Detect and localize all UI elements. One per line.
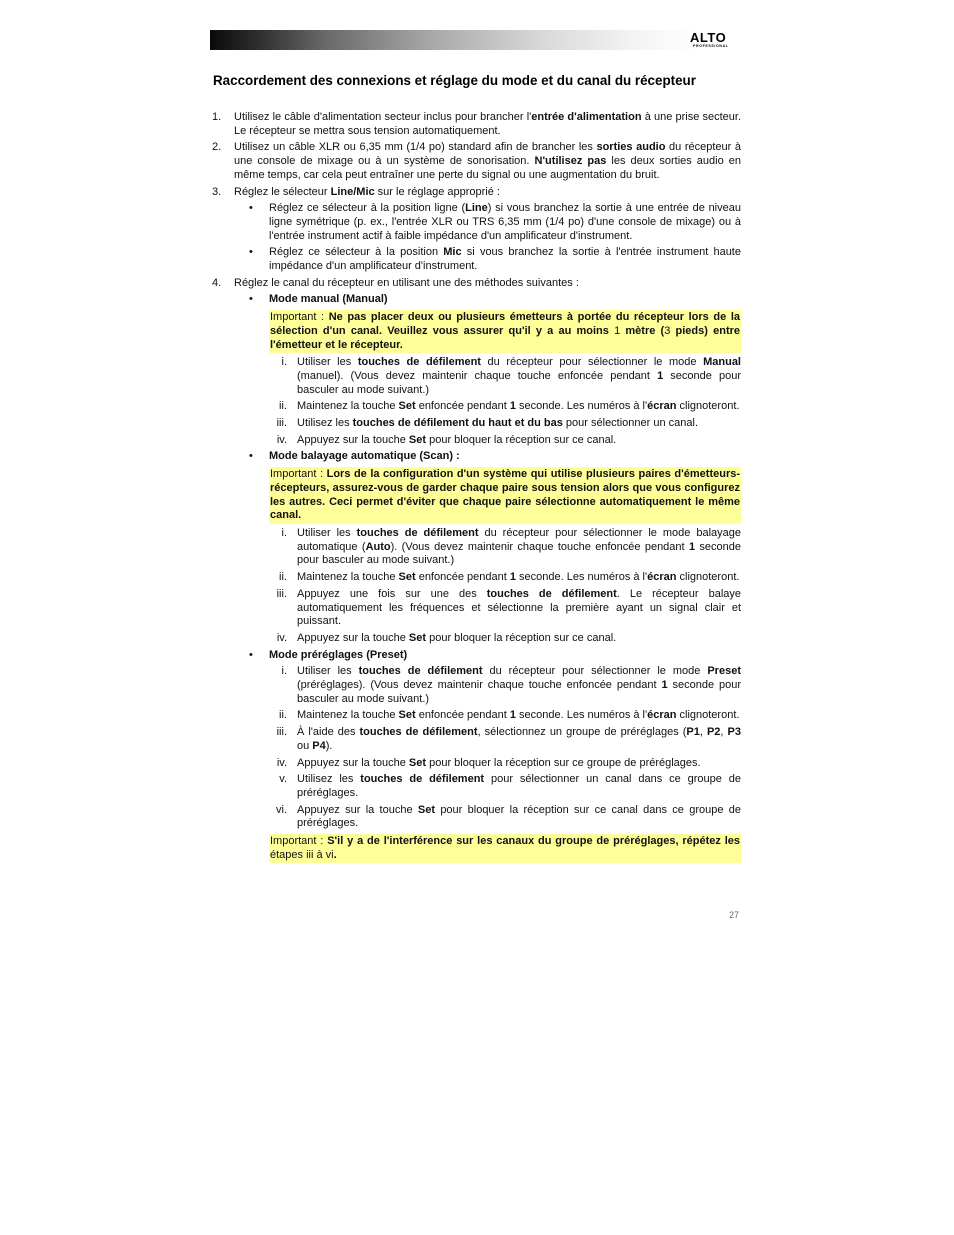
bullet-item	[212, 246, 741, 273]
step-number: 2.	[212, 141, 222, 154]
text-run: seconde. Les numéros à l'	[515, 400, 648, 413]
bold-text: 1	[657, 369, 664, 382]
text-run: pour sélectionner un canal dans ce groupe de préréglages.	[297, 773, 741, 799]
bold-text: Line/Mic	[330, 185, 375, 198]
text-run: du récepteur à une console de mixage ou à un système de sonorisation.	[234, 141, 741, 168]
bold-text: Lors de la configuration d'un système qui utilise plusieurs paires d'émetteurs-récepteurs, assurez-vous de garder chaque paire sous tension alors que vous configurez les autres. Ceci permet d'éviter que chaque paire sélectionne automatiquement le même canal.	[270, 468, 741, 522]
bullet-icon: •	[249, 246, 253, 259]
substep-number: iii.	[276, 417, 287, 430]
text-run: seconde pour basculer au mode suivant.)	[297, 540, 742, 567]
substep-item	[212, 773, 741, 800]
mode-heading	[212, 293, 741, 307]
bold-text: 1	[509, 709, 516, 722]
substep-item	[212, 665, 741, 706]
text-run: pour sélectionner un canal.	[562, 417, 699, 430]
bullet-icon: •	[249, 202, 253, 215]
substep-item	[212, 804, 741, 831]
text-run: du récepteur pour sélectionner le mode	[480, 356, 704, 369]
bold-text: touches de défilement	[356, 526, 479, 539]
substep-number: i.	[281, 356, 287, 369]
substep-item	[212, 571, 741, 585]
substep-number: ii.	[279, 571, 287, 584]
bold-text: Set	[408, 756, 427, 769]
text-run: seconde pour basculer au mode suivant.)	[297, 369, 741, 396]
step-item	[212, 111, 741, 138]
text-run: Utiliser les	[297, 526, 357, 539]
mode-title: Mode préréglages (Preset)	[269, 648, 408, 661]
text-run: ,	[720, 726, 728, 739]
alto-logo	[690, 31, 744, 49]
text-run: Réglez ce sélecteur à la position ligne (	[269, 202, 466, 215]
text-run: seconde. Les numéros à l'	[515, 571, 648, 584]
instructions-body	[212, 111, 741, 866]
bold-text: touches de défilement	[358, 665, 483, 678]
bold-text: 1	[661, 679, 668, 692]
substep-number: ii.	[279, 709, 287, 722]
text-run: enfoncée pendant	[415, 400, 510, 413]
text-run: ou	[297, 739, 313, 752]
substep-item	[212, 434, 741, 448]
text-run: seconde. Les numéros à l'	[515, 709, 648, 722]
bold-text: Set	[398, 571, 416, 584]
bold-text: touches de défilement du haut et du bas	[352, 417, 563, 430]
text-run: clignoteront.	[676, 571, 740, 584]
bullet-icon: •	[249, 450, 253, 463]
text-run: enfoncée pendant	[415, 571, 510, 584]
step-item	[212, 186, 741, 200]
text-run: ,	[699, 726, 707, 739]
text-run: du récepteur pour sélectionner le mode	[482, 665, 708, 678]
mode-heading	[212, 649, 741, 663]
text-run: sur le réglage approprié :	[374, 185, 500, 198]
bold-text: S'il y a de l'interférence sur les canaux du groupe de préréglages, répétez les	[323, 835, 741, 848]
bold-text: P3	[727, 726, 741, 739]
substep-number: i.	[281, 526, 287, 539]
substep-item	[212, 709, 741, 723]
text-run: À l'aide des	[297, 726, 360, 739]
text-run: Maintenez la touche	[297, 571, 399, 584]
bold-text: 1	[509, 400, 516, 413]
text-run: Utiliser les	[297, 356, 358, 369]
substep-number: iii.	[276, 726, 287, 739]
bold-text: touches de défilement	[357, 356, 481, 369]
bold-text: Auto	[365, 540, 391, 553]
text-run: pour bloquer la réception sur ce canal.	[426, 433, 617, 446]
text-run: Appuyez une fois sur une des	[297, 587, 487, 600]
text-run: pour bloquer la réception sur ce canal.	[426, 631, 617, 644]
bullet-icon: •	[249, 293, 253, 306]
text-run: Utilisez les	[297, 417, 353, 430]
text-run: ).	[325, 739, 333, 752]
text-run: pour bloquer la réception sur ce groupe de préréglages.	[426, 756, 701, 769]
text-run: enfoncée pendant	[415, 709, 510, 722]
step-number: 3.	[212, 185, 222, 198]
substep-number: ii.	[279, 400, 287, 413]
text-run: Utilisez un câble XLR ou 6,35 mm (1/4 po) standard afin de brancher les	[234, 141, 597, 154]
bullet-icon: •	[249, 648, 253, 661]
important-note	[269, 834, 741, 863]
bold-text: P1	[686, 726, 700, 739]
text-run: Réglez le canal du récepteur en utilisant une des méthodes suivantes :	[234, 276, 579, 289]
mode-heading	[212, 450, 741, 464]
substep-number: iv.	[276, 756, 287, 769]
text-run: Utilisez les	[297, 773, 361, 786]
text-run: Important :	[270, 311, 325, 324]
substep-item	[212, 527, 741, 568]
substep-item	[212, 757, 741, 771]
substep-item	[212, 400, 741, 414]
bold-text: Ne pas placer deux ou plusieurs émetteurs à portée du récepteur lors de la sélection d'un canal. Veuillez vous assurer qu'il y a au moins	[270, 311, 740, 337]
bold-text: touches de défilement	[486, 587, 617, 600]
bold-text: Set	[408, 433, 427, 446]
text-run: Important :	[270, 468, 324, 481]
bold-text: P2	[706, 726, 721, 739]
substep-number: iv.	[276, 631, 287, 644]
bold-text: 1	[688, 540, 696, 553]
step-number: 1.	[212, 111, 222, 123]
substep-number: i.	[281, 665, 287, 678]
mode-title: Mode manual (Manual)	[269, 293, 388, 306]
bold-text: touches de défilement	[360, 773, 485, 786]
mode-title: Mode balayage automatique (Scan) :	[269, 450, 460, 463]
bold-text: P4	[312, 739, 326, 752]
step-item	[212, 277, 741, 291]
bold-text: entrée d'alimentation	[531, 111, 642, 123]
bold-text: N'utilisez pas	[534, 155, 607, 168]
substep-number: iv.	[276, 433, 287, 446]
text-run: du récepteur pour sélectionner le mode balayage automatique (	[297, 526, 741, 553]
bullet-item	[212, 202, 741, 243]
substep-item	[212, 632, 741, 646]
bold-text: Set	[398, 709, 416, 722]
substep-item	[212, 356, 741, 397]
text-run: Appuyez sur la touche	[297, 803, 418, 816]
text-run: (préréglages). (Vous devez maintenir chaque touche enfoncée pendant	[297, 679, 662, 692]
text-run: les deux sorties audio en même temps, car cela peut entraîner une perte du signal ou une augmentation du bruit.	[234, 155, 741, 181]
logo-text: ALTO	[690, 30, 727, 45]
text-run: Réglez le sélecteur	[234, 185, 331, 198]
substep-item	[212, 726, 741, 753]
text-run: ) si vous branchez la sortie à une entrée de niveau ligne symétrique (p. ex., l'entrée XLR ou TRS 6,35 mm (1/4 po) d'une console de mixage) ou à l'entrée instrument actif à faible impédance d'un amplificateur d'instrument.	[269, 202, 741, 242]
text-run: Appuyez sur la touche	[297, 631, 409, 644]
text-run: pour bloquer la réception sur ce canal dans ce groupe de préréglages.	[297, 803, 742, 830]
text-run: si vous branchez la sortie à l'entrée instrument haute impédance d'un amplificateur d'instrument.	[269, 246, 741, 273]
text-run: . Le récepteur balaye automatiquement les fréquences et sélectionne la première ayant un signal clair et puissant.	[297, 587, 741, 628]
bold-text: mètre (	[620, 324, 665, 337]
text-run: (manuel). (Vous devez maintenir chaque touche enfoncée pendant	[297, 369, 658, 382]
bold-text: Set	[417, 803, 436, 816]
text-run: 1	[614, 324, 621, 337]
important-note	[269, 310, 741, 353]
logo-subtext: PROFESSIONAL	[693, 44, 729, 48]
text-run: Appuyez sur la touche	[297, 433, 409, 446]
text-run: seconde pour basculer au mode suivant.)	[297, 679, 741, 705]
substep-number: vi.	[276, 803, 287, 816]
text-run: Utiliser les	[297, 665, 359, 678]
important-note	[269, 467, 741, 524]
page-title: Raccordement des connexions et réglage du mode et du canal du récepteur	[213, 73, 696, 88]
bold-text: écran	[647, 400, 677, 413]
bold-text: Preset	[707, 665, 741, 678]
text-run: Réglez ce sélecteur à la position	[269, 246, 444, 259]
substep-item	[212, 588, 741, 629]
text-run: Utilisez le câble d'alimentation secteur inclus pour brancher l'	[234, 111, 532, 123]
step-number: 4.	[212, 276, 222, 289]
substep-number: v.	[279, 773, 287, 786]
bold-text: Set	[408, 631, 427, 644]
bold-text: Mic	[443, 246, 462, 259]
bold-text: sorties audio	[596, 141, 666, 154]
substep-item	[212, 417, 741, 431]
text-run: à une prise secteur. Le récepteur se mettra sous tension automatiquement.	[234, 111, 741, 137]
text-run: Maintenez la touche	[297, 709, 399, 722]
bold-text: 1	[509, 571, 516, 584]
step-item	[212, 141, 741, 182]
text-run: ). (Vous devez maintenir chaque touche enfoncée pendant	[390, 540, 689, 553]
bold-text: écran	[647, 571, 677, 584]
bold-text: pieds) entre l'émetteur et le récepteur.	[270, 324, 741, 351]
header-gradient-bar	[210, 30, 742, 50]
text-run: clignoteront.	[676, 709, 740, 722]
bold-text: Set	[398, 400, 416, 413]
text-run: 3	[664, 324, 671, 337]
bold-text: écran	[647, 709, 677, 722]
text-run: Important :	[270, 835, 324, 848]
bold-text: touches de défilement	[359, 726, 478, 739]
text-run: étapes iii à vi	[270, 848, 334, 861]
text-run: clignoteront.	[676, 400, 740, 413]
text-run: Appuyez sur la touche	[297, 756, 409, 769]
substep-number: iii.	[276, 587, 287, 600]
bold-text: Line	[465, 202, 488, 215]
text-run: , sélectionnez un groupe de préréglages (	[477, 726, 687, 739]
page-number: 27	[729, 910, 740, 920]
bold-text: .	[333, 848, 337, 861]
text-run: Maintenez la touche	[297, 400, 399, 413]
bold-text: Manual	[703, 356, 741, 369]
